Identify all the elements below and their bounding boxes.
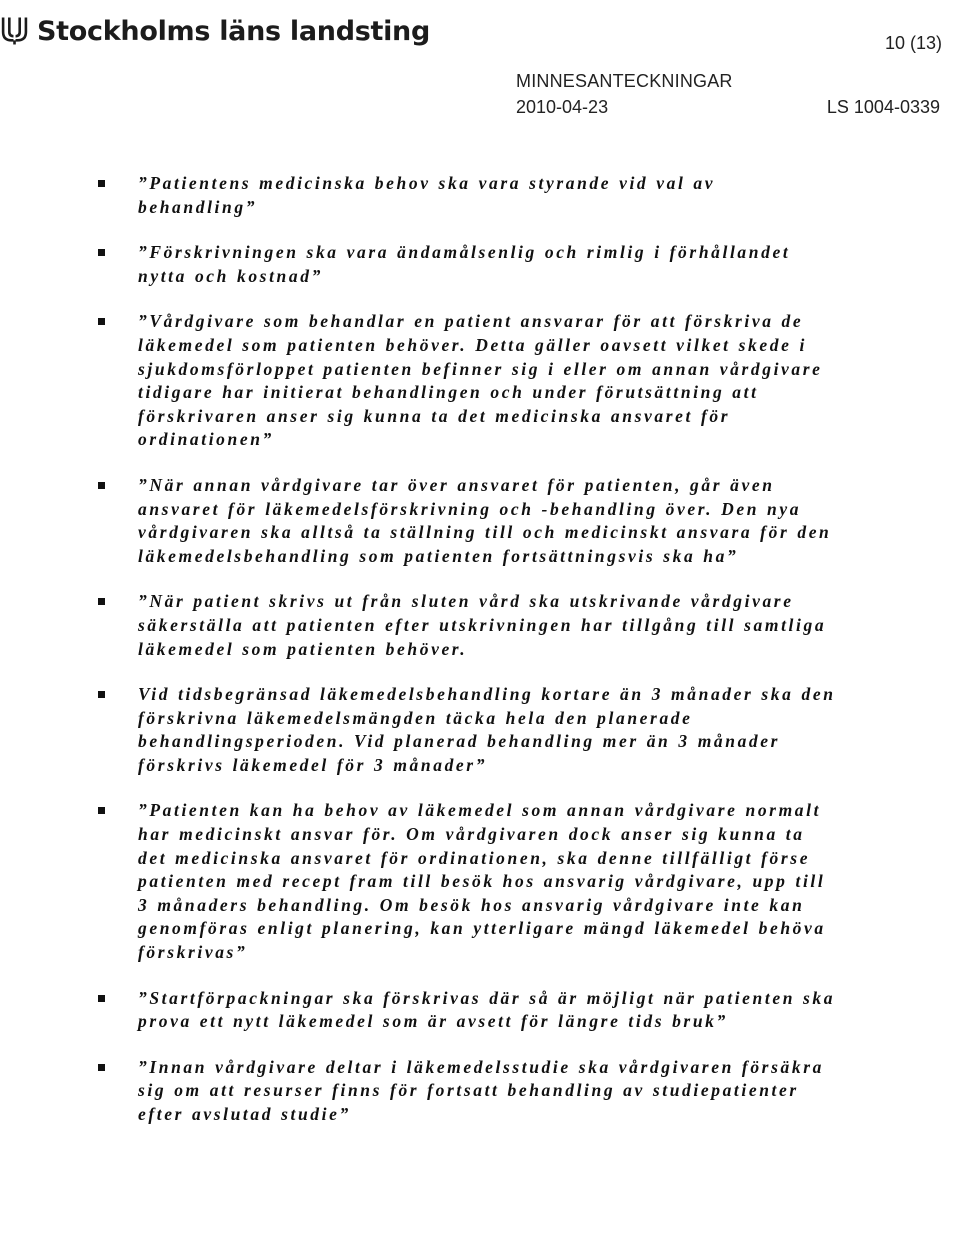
list-item	[0, 683, 960, 777]
list-item	[0, 172, 960, 219]
list-item	[0, 310, 960, 452]
logo-text: Stockholms läns landsting	[37, 15, 430, 47]
square-bullet-icon	[98, 180, 105, 187]
square-bullet-icon	[98, 318, 105, 325]
bullet-text: ”Innan vårdgivare deltar i läkemedelsstudie ska vårdgivaren försäkra sig om att resurser finns för fortsatt behandling av studiepatienter efter avslutad studie”	[138, 1056, 824, 1124]
bullet-text: ”Vårdgivare som behandlar en patient ansvarar för att förskriva de läkemedel som patienten behöver. Detta gäller oavsett vilket skede i sjukdomsförloppet patienten befinner sig i eller om annan vårdgivare tidigare har initierat behandlingen och under förutsättning att förskrivaren anser sig kunna ta det medicinska ansvaret för ordinationen”	[138, 311, 823, 450]
organization-logo	[0, 0, 430, 62]
list-item	[0, 474, 960, 568]
document-type: MINNESANTECKNINGAR	[516, 71, 733, 91]
square-bullet-icon	[98, 691, 105, 698]
sll-logo-icon	[0, 3, 29, 59]
list-item	[0, 799, 960, 964]
list-item	[0, 1056, 960, 1127]
square-bullet-icon	[98, 482, 105, 489]
list-item	[0, 987, 960, 1034]
page-number: 10 (13)	[884, 33, 942, 53]
bullet-text: ”Patienten kan ha behov av läkemedel som annan vårdgivare normalt har medicinskt ansvar för. Om vårdgivaren dock anser sig kunna ta det medicinska ansvaret för ordinationen, ska denne tillfälligt förse patienten med recept fram till besök hos ansvarig vårdgivare, upp till 3 månaders behandling. Om besök hos ansvarig vårdgivare inte kan genomföras enligt planering, kan ytterligare mängd läkemedel behöva förskrivas”	[138, 800, 826, 963]
bullet-text: ”När annan vårdgivare tar över ansvaret för patienten, går även ansvaret för läkemedelsförskrivning och -behandling över. Den nya vårdgivaren ska alltså ta ställning till och medicinskt ansvara för den läkemedelsbehandling som patienten fortsättningsvis ska ha”	[138, 474, 832, 566]
list-item	[0, 241, 960, 288]
square-bullet-icon	[98, 598, 105, 605]
square-bullet-icon	[98, 995, 105, 1002]
document-date: 2010-04-23	[516, 97, 609, 117]
bullet-list	[0, 172, 960, 1149]
document-reference: LS 1004-0339	[826, 97, 940, 117]
bullet-text: ”Patientens medicinska behov ska vara styrande vid val av behandling”	[138, 173, 716, 217]
bullet-text: ”Startförpackningar ska förskrivas där så är möjligt när patienten ska prova ett nytt läkemedel som är avsett för längre tids bruk”	[138, 987, 836, 1032]
list-item	[0, 590, 960, 661]
square-bullet-icon	[98, 249, 105, 256]
square-bullet-icon	[98, 1064, 105, 1071]
bullet-text: Vid tidsbegränsad läkemedelsbehandling kortare än 3 månader ska den förskrivna läkemedelsmängden täcka hela den planerade behandlingsperioden. Vid planerad behandling mer än 3 månader förskrivs läkemedel för 3 månader”	[138, 684, 836, 775]
square-bullet-icon	[98, 807, 105, 814]
bullet-text: ”Förskrivningen ska vara ändamålsenlig och rimlig i förhållandet nytta och kostnad”	[138, 242, 791, 286]
bullet-text: ”När patient skrivs ut från sluten vård ska utskrivande vårdgivare säkerställa att patienten efter utskrivningen har tillgång till samtliga läkemedel som patienten behöver.	[138, 591, 827, 659]
